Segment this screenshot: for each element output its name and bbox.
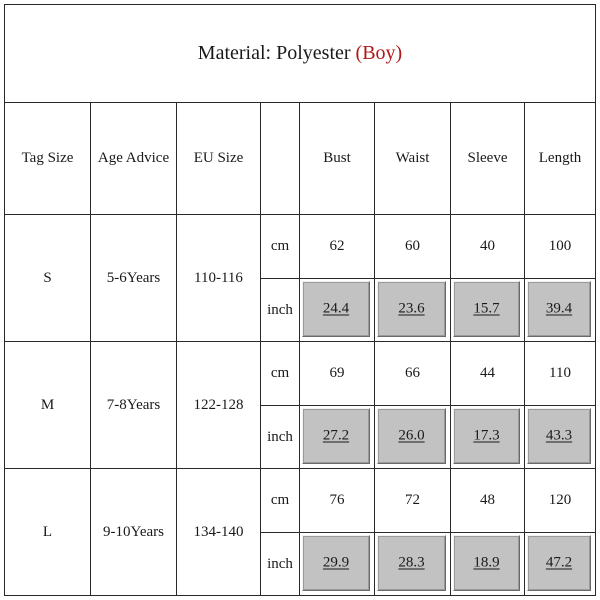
row-s-inch-length: 39.4	[545, 300, 573, 317]
row-s-inch-unit: inch	[267, 301, 293, 318]
page-title	[5, 5, 595, 102]
header-waist: Waist	[395, 150, 430, 166]
row-s-inch-waist: 23.6	[398, 300, 425, 317]
row-m-cm-waist: 66	[405, 365, 420, 381]
row-s-inch-bust: 24.4	[322, 300, 350, 317]
row-l-cm-sleeve: 48	[480, 492, 495, 508]
row-m-inch-length-cell	[527, 408, 591, 464]
row-s-inch-waist-cell	[377, 281, 446, 337]
row-l-inch-waist: 28.3	[398, 554, 425, 571]
size-chart-table	[4, 4, 596, 596]
row-m-inch-bust-cell	[302, 408, 370, 464]
row-m-inch-bust: 27.2	[322, 427, 350, 444]
table-border-right	[595, 4, 596, 596]
row-l-inch-bust-cell	[302, 535, 370, 591]
row-m-eu: 122-128	[193, 396, 244, 413]
header-sleeve: Sleeve	[467, 150, 508, 166]
header-unit	[261, 103, 299, 214]
row-m-age: 7-8Years	[106, 396, 161, 413]
row-l-cm-waist: 72	[405, 492, 420, 508]
row-m-cm-bust: 69	[329, 365, 345, 381]
header-bust: Bust	[323, 150, 351, 166]
row-m-unit-divider	[260, 405, 596, 406]
row-m-inch-length: 43.3	[545, 427, 573, 444]
row-l-inch-length: 47.2	[545, 554, 573, 571]
row-m-inch-sleeve-cell	[453, 408, 520, 464]
row-s-inch-sleeve: 15.7	[473, 300, 500, 317]
row-l-inch-unit: inch	[267, 555, 293, 572]
header-length: Length	[538, 150, 582, 166]
row-l-inch-sleeve-cell	[453, 535, 520, 591]
row-l-tag: L	[42, 523, 53, 540]
row-s-age: 5-6Years	[106, 269, 161, 286]
header-tag-size: Tag Size	[21, 150, 74, 166]
row-m-cm-sleeve: 44	[480, 365, 495, 381]
row-m-inch-waist-cell	[377, 408, 446, 464]
header-eu-size: EU Size	[193, 150, 244, 166]
row-m-inch-unit: inch	[267, 428, 293, 445]
row-s-eu: 110-116	[194, 269, 243, 286]
row-s-inch-bust-cell	[302, 281, 370, 337]
row-m-cm-length: 110	[549, 365, 571, 381]
row-l-unit-divider	[260, 532, 596, 533]
row-l-inch-waist-cell	[377, 535, 446, 591]
row-l-eu: 134-140	[193, 523, 244, 540]
row-l-inch-sleeve: 18.9	[473, 554, 500, 571]
title-accent: (Boy)	[355, 42, 403, 64]
row-l-inch-bust: 29.9	[322, 554, 350, 571]
row-s-inch-sleeve-cell	[453, 281, 520, 337]
table-border-bottom	[4, 595, 596, 596]
row-s-cm-sleeve: 40	[480, 238, 495, 254]
row-l-age: 9-10Years	[103, 523, 164, 540]
row-m-inch-sleeve: 17.3	[473, 427, 500, 444]
row-l-cm-length: 120	[548, 492, 572, 508]
row-m-inch-waist: 26.0	[398, 427, 425, 444]
row-s-inch-length-cell	[527, 281, 591, 337]
row-l-inch-length-cell	[527, 535, 591, 591]
title-text: Material: Polyester	[197, 42, 351, 64]
row-m-tag: M	[40, 396, 55, 413]
row-s-cm-length: 100	[548, 238, 572, 254]
row-l-cm-bust: 76	[329, 492, 345, 508]
row-s-cm-bust: 62	[329, 238, 345, 254]
row-s-cm-unit: cm	[270, 238, 290, 254]
row-s-cm-waist: 60	[405, 238, 420, 254]
row-l-cm-unit: cm	[270, 492, 290, 508]
row-s-tag: S	[43, 269, 52, 286]
row-m-cm-unit: cm	[270, 365, 290, 381]
row-s-unit-divider	[260, 278, 596, 279]
header-age-advice: Age Advice	[97, 150, 170, 166]
